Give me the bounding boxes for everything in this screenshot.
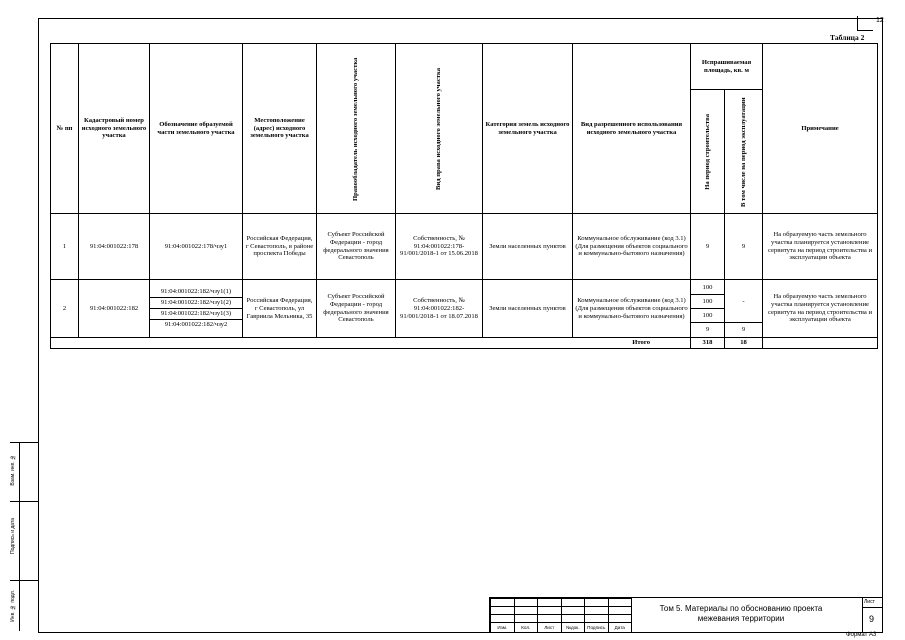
- page-number-box: [857, 16, 873, 31]
- row2-area-construction-3: 100: [691, 309, 724, 323]
- header-note: Примечание: [763, 44, 878, 214]
- row1-num: 1: [51, 214, 79, 280]
- row1-designation: 91:04:001022:178/чзу1: [150, 214, 243, 280]
- row2-area-construction-2: 100: [691, 295, 724, 309]
- stamp-col-date: Дата: [608, 623, 632, 633]
- header-permitted-use: Вид разрешенного использования исходного земельного участка: [573, 44, 691, 214]
- row2-area-operation-dash: -: [725, 282, 762, 323]
- header-num: № пп: [51, 44, 79, 214]
- header-area-operation: [725, 90, 763, 214]
- row1-cadastral: 91:04:001022:178: [79, 214, 150, 280]
- header-category: Категория земель исходного земельного участка: [483, 44, 573, 214]
- header-designation: Обозначение образуемой части земельного участка: [150, 44, 243, 214]
- row2-area-construction: [691, 280, 725, 338]
- stamp-col-change: Изм.: [491, 623, 515, 633]
- stamp-sheet-divider: [862, 607, 882, 608]
- row1-permitted-use: Коммунальное обслуживание (код 3.1) (Для размещения объектов социального и коммунально-бытового назначения): [573, 214, 691, 280]
- row2-cadastral: 91:04:001022:182: [79, 280, 150, 338]
- page-number-top: 12: [876, 17, 884, 24]
- row2-permitted-use: Коммунальное обслуживание (код 3.1) (Для размещения объектов социального и коммунально-бытового назначения): [573, 280, 691, 338]
- table-row: [51, 214, 878, 280]
- row2-designation-2: 91:04:001022:182/чзу1(2): [150, 298, 242, 309]
- side-divider-v: [19, 442, 20, 631]
- row1-note: На образуемую часть земельного участка планируется установление сервитута на период строительства и эксплуатации объекта: [763, 214, 878, 280]
- side-divider-h3: [10, 580, 38, 581]
- row2-category: Земли населенных пунктов: [483, 280, 573, 338]
- stamp-col-sheet: Лист: [538, 623, 562, 633]
- row2-area-construction-1: 100: [691, 281, 724, 295]
- header-owner: [317, 44, 396, 214]
- servitude-table: [50, 43, 878, 349]
- header-owner-text: Правообладатель исходного земельного участка: [352, 56, 360, 201]
- row2-designation-3: 91:04:001022:182/чзу1(3): [150, 309, 242, 320]
- totals-row: [51, 338, 878, 349]
- totals-label-text: Итого: [632, 339, 650, 347]
- header-right-type: [396, 44, 483, 214]
- stamp-col-count: Кол.: [514, 623, 538, 633]
- stamp-sheet-number: 9: [869, 614, 875, 624]
- format-label: Формат А3: [846, 632, 877, 638]
- totals-note-empty: [763, 338, 878, 349]
- totals-label: [51, 338, 691, 349]
- header-area-construction: [691, 90, 725, 214]
- header-location: Местоположение (адрес) исходного земельного участка: [243, 44, 317, 214]
- header-cadastral: Кадастровый номер исходного земельного участка: [79, 44, 150, 214]
- header-area-operation-text: В том числе на период эксплуатации: [739, 96, 747, 207]
- row2-area-construction-4: 9: [705, 326, 710, 334]
- row2-area-operation-last: 9: [741, 325, 746, 333]
- row1-owner: Субъект Российской Федерации - город федерального значения Севастополь: [317, 214, 396, 280]
- stamp-sheet-label: Лист: [864, 599, 875, 605]
- row2-note: На образуемую часть земельного участка планируется установление сервитута на период строительства и эксплуатации объекта: [763, 280, 878, 338]
- table-row: [51, 280, 878, 338]
- row2-designation-1: 91:04:001022:182/чзу1(1): [150, 287, 242, 298]
- side-label-replace-inv: Взам. инв. №: [10, 454, 16, 486]
- row1-category: Земли населенных пунктов: [483, 214, 573, 280]
- totals-operation: 18: [725, 338, 763, 349]
- revision-grid: [490, 598, 632, 633]
- row2-designation-4: 91:04:001022:182/чзу2: [164, 321, 228, 329]
- header-area-construction-text: На период строительства: [703, 113, 711, 190]
- row2-right-type: Собственность, № 91:04:001022:182-91/001/2018-1 от 18.07.2018: [396, 280, 483, 338]
- side-divider-h2: [10, 501, 38, 502]
- row2-area-operation: [725, 280, 763, 338]
- side-label-signature-date: Подпись и дата: [10, 518, 16, 554]
- row2-num: 2: [51, 280, 79, 338]
- side-divider-h1: [10, 442, 38, 443]
- row1-location: Российская Федерация, г Севастополь, в районе проспекта Победы: [243, 214, 317, 280]
- stamp-title: Том 5. Материалы по обоснованию проекта межевания территории: [659, 604, 823, 623]
- row2-owner: Субъект Российской Федерации - город федерального значения Севастополь: [317, 280, 396, 338]
- row2-location: Российская Федерация, г Севастополь, ул Гавриила Мельника, 35: [243, 280, 317, 338]
- row2-designations: [150, 280, 243, 338]
- table-title: Таблица 2: [830, 33, 865, 42]
- totals-construction: 318: [691, 338, 725, 349]
- side-strip: [10, 442, 38, 631]
- stamp-col-doc: №док.: [561, 623, 585, 633]
- header-right-type-text: Вид права исходного земельного участка: [435, 67, 443, 190]
- stamp-col-signature: Подпись: [585, 623, 609, 633]
- row1-area-operation: 9: [725, 214, 763, 280]
- side-label-inv-original: Инв. № подл.: [10, 590, 16, 622]
- header-area-group: Испрашиваемая площадь, кв. м: [691, 44, 763, 90]
- row1-right-type: Собственность, № 91:04:001022:178-91/001/2018-1 от 15.06.2018: [396, 214, 483, 280]
- row1-area-construction: 9: [691, 214, 725, 280]
- title-block: [489, 597, 882, 632]
